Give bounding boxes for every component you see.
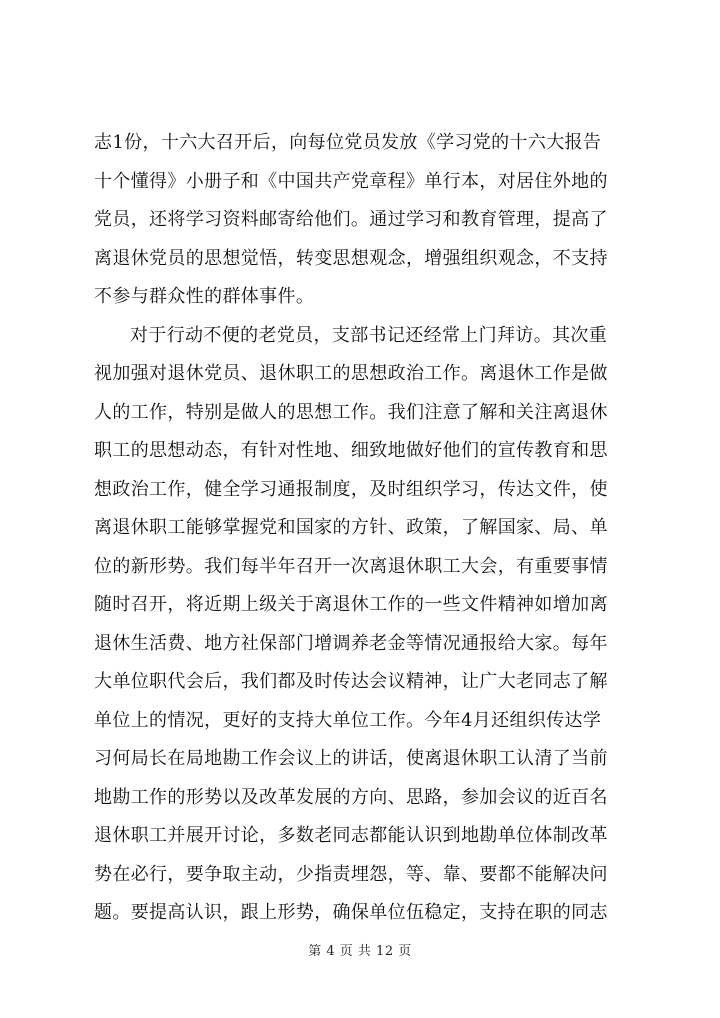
text-line: 对于行动不便的老党员，支部书记还经常上门拜访。其次重 <box>130 324 608 346</box>
page-number-footer: 第 4 页 共 12 页 <box>308 944 412 959</box>
text-line: 随时召开，将近期上级关于离退休工作的一些文件精神如增加离 <box>94 594 608 615</box>
text-line: 势在必行，要争取主动，少指责埋怨，等、靠、要都不能解决问 <box>94 863 608 885</box>
text-line: 离退休党员的思想觉悟，转变思想观念，增强组织观念，不支持 <box>94 247 608 269</box>
text-line: 志1份，十六大召开后，向每位党员发放《学习党的十六大报告 <box>94 132 602 153</box>
text-line: 不参与群众性的群体事件。 <box>94 286 315 307</box>
paragraph-2 <box>94 317 642 933</box>
text-line: 习何局长在局地勘工作会议上的讲话，使离退休职工认清了当前 <box>94 748 608 769</box>
text-line: 退休职工并展开讨论，多数老同志都能认识到地勘单位体制改革 <box>94 825 608 846</box>
text-line: 想政治工作，健全学习通报制度，及时组织学习，传达文件，使 <box>94 478 608 500</box>
text-line: 地勘工作的形势以及改革发展的方向、思路，参加会议的近百名 <box>94 786 608 808</box>
text-line: 职工的思想动态，有针对性地、细致地做好他们的宣传教育和思 <box>94 440 608 461</box>
text-line: 大单位职代会后，我们都及时传达会议精神，让广大老同志了解 <box>94 671 608 692</box>
text-line: 视加强对退休党员、退休职工的思想政治工作。离退休工作是做 <box>94 363 608 384</box>
text-line: 党员，还将学习资料邮寄给他们。通过学习和教育管理，提高了 <box>94 209 608 230</box>
text-line: 单位上的情况，更好的支持大单位工作。今年4月还组织传达学 <box>94 709 602 731</box>
text-line: 十个懂得》小册子和《中国共产党章程》单行本，对居住外地的 <box>94 170 608 192</box>
text-line: 位的新形势。我们每半年召开一次离退休职工大会，有重要事情 <box>94 555 608 577</box>
body-text <box>94 124 642 933</box>
text-line: 人的工作，特别是做人的思想工作。我们注意了解和关注离退休 <box>94 401 608 423</box>
paragraph-1 <box>94 124 642 317</box>
text-line: 离退休职工能够掌握党和国家的方针、政策，了解国家、局、单 <box>94 517 608 538</box>
text-line: 退休生活费、地方社保部门增调养老金等情况通报给大家。每年 <box>94 632 608 654</box>
text-line: 题。要提高认识，跟上形势，确保单位伍稳定，支持在职的同志 <box>94 902 608 923</box>
